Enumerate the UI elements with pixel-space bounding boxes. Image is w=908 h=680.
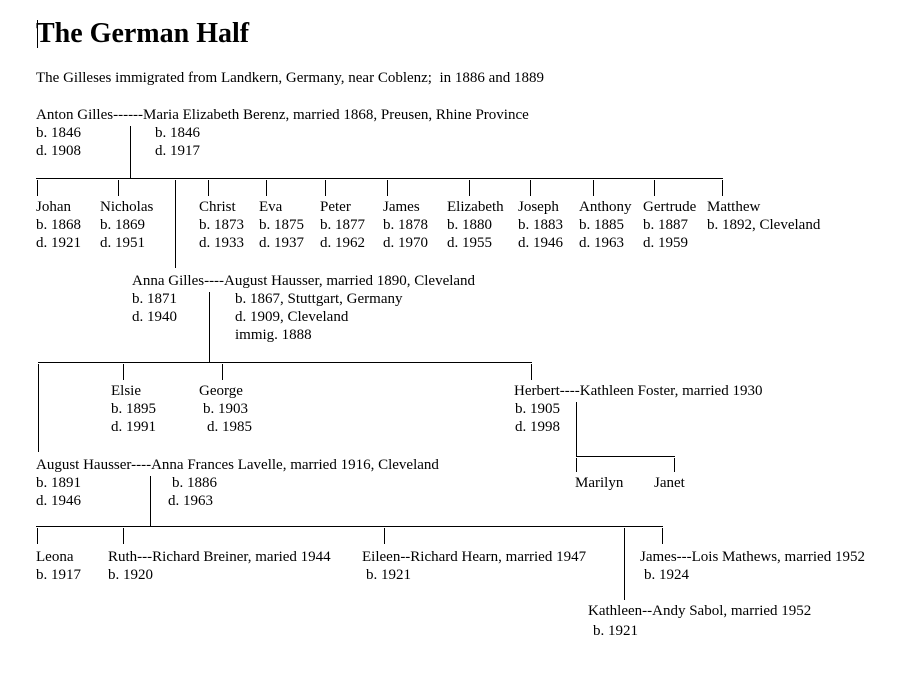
drop-kathleen bbox=[624, 528, 625, 600]
herbert-couple: Herbert----Kathleen Foster, married 1930 bbox=[514, 383, 763, 399]
gen2-child-name: Matthew bbox=[707, 199, 761, 215]
gen2-child-birth: b. 1875 bbox=[259, 217, 304, 233]
leona-birth: b. 1917 bbox=[36, 567, 81, 583]
drop-james-4 bbox=[662, 528, 663, 544]
gen2-child-birth: b. 1878 bbox=[383, 217, 428, 233]
drop-anthony bbox=[593, 180, 594, 196]
eileen-birth: b. 1921 bbox=[366, 567, 411, 583]
drop-herbert bbox=[531, 364, 532, 380]
gen2-child-name: Gertrude bbox=[643, 199, 697, 215]
drop-george bbox=[222, 364, 223, 380]
drop-ruth bbox=[123, 528, 124, 544]
gen2-child-name: Joseph bbox=[518, 199, 559, 215]
herbert-birth: b. 1905 bbox=[515, 401, 560, 417]
herbert-descent-line bbox=[576, 402, 577, 456]
gen3-couple: August Hausser----Anna Frances Lavelle, married 1916, Cleveland bbox=[36, 457, 439, 473]
gen3-husband-birth: b. 1891 bbox=[36, 475, 81, 491]
kathleen-couple: Kathleen--Andy Sabol, married 1952 bbox=[588, 603, 812, 619]
james-4-couple: James---Lois Mathews, married 1952 bbox=[640, 549, 865, 565]
gen2-child-death: d. 1946 bbox=[518, 235, 563, 251]
gen2-child-death: d. 1962 bbox=[320, 235, 365, 251]
gen3-husband-death: d. 1946 bbox=[36, 493, 81, 509]
gen2-wife-birth: b. 1871 bbox=[132, 291, 177, 307]
drop-marilyn bbox=[576, 458, 577, 472]
drop-nicholas bbox=[118, 180, 119, 196]
drop-janet bbox=[674, 458, 675, 472]
janet-name: Janet bbox=[654, 475, 685, 491]
gen3-sibling-bar bbox=[36, 526, 663, 527]
gen2-couple: Anna Gilles----August Hausser, married 1890, Cleveland bbox=[132, 273, 476, 289]
gen2-husband-immig: immig. 1888 bbox=[235, 327, 312, 343]
drop-elsie bbox=[123, 364, 124, 380]
gen2-child-name: Elizabeth bbox=[447, 199, 504, 215]
gen1-couple: Anton Gilles------Maria Elizabeth Berenz, married 1868, Preusen, Rhine Province bbox=[36, 107, 529, 123]
gen2-husband-birth: b. 1867, Stuttgart, Germany bbox=[235, 291, 403, 307]
george-birth: b. 1903 bbox=[203, 401, 248, 417]
gen2-child-death: d. 1951 bbox=[100, 235, 145, 251]
drop-leona bbox=[37, 528, 38, 544]
gen2-child-death: d. 1963 bbox=[579, 235, 624, 251]
gen2-child-birth: b. 1868 bbox=[36, 217, 81, 233]
gen2-sibling-bar bbox=[38, 362, 532, 363]
drop-matthew bbox=[722, 180, 723, 196]
gen2-child-birth: b. 1869 bbox=[100, 217, 145, 233]
gen2-child-death: d. 1921 bbox=[36, 235, 81, 251]
george-death: d. 1985 bbox=[207, 419, 252, 435]
gen2-child-death: d. 1959 bbox=[643, 235, 688, 251]
herbert-sibling-bar bbox=[576, 456, 675, 457]
herbert-death: d. 1998 bbox=[515, 419, 560, 435]
gen2-descent-line bbox=[209, 292, 210, 362]
gen2-child-name: Peter bbox=[320, 199, 351, 215]
kathleen-birth: b. 1921 bbox=[593, 623, 638, 639]
ruth-birth: b. 1920 bbox=[108, 567, 153, 583]
gen2-child-birth: b. 1873 bbox=[199, 217, 244, 233]
gen1-descent-line bbox=[130, 126, 131, 178]
gen1-husband-birth: b. 1846 bbox=[36, 125, 81, 141]
gen2-child-death: d. 1933 bbox=[199, 235, 244, 251]
gen2-child-birth: b. 1880 bbox=[447, 217, 492, 233]
gen2-wife-death: d. 1940 bbox=[132, 309, 177, 325]
gen2-child-name: James bbox=[383, 199, 420, 215]
gen2-child-birth: b. 1877 bbox=[320, 217, 365, 233]
marilyn-name: Marilyn bbox=[575, 475, 624, 491]
drop-joseph bbox=[530, 180, 531, 196]
gen2-child-birth: b. 1885 bbox=[579, 217, 624, 233]
drop-johan bbox=[37, 180, 38, 196]
gen2-child-birth: b. 1892, Cleveland bbox=[707, 217, 821, 233]
gen3-descent-line bbox=[150, 476, 151, 526]
ruth-couple: Ruth---Richard Breiner, maried 1944 bbox=[108, 549, 331, 565]
elsie-name: Elsie bbox=[111, 383, 141, 399]
drop-james bbox=[387, 180, 388, 196]
gen2-child-birth: b. 1883 bbox=[518, 217, 563, 233]
intro-text: The Gilleses immigrated from Landkern, Germany, near Coblenz; in 1886 and 1889 bbox=[36, 70, 545, 86]
leona-name: Leona bbox=[36, 549, 74, 565]
drop-august bbox=[38, 364, 39, 452]
gen2-child-name: Johan bbox=[36, 199, 71, 215]
drop-anna bbox=[175, 180, 176, 268]
gen2-child-name: Eva bbox=[259, 199, 283, 215]
gen2-child-name: Christ bbox=[199, 199, 236, 215]
gen2-child-death: d. 1970 bbox=[383, 235, 428, 251]
gen2-child-name: Anthony bbox=[579, 199, 632, 215]
drop-gertrude bbox=[654, 180, 655, 196]
gen1-husband-death: d. 1908 bbox=[36, 143, 81, 159]
gen1-wife-death: d. 1917 bbox=[155, 143, 200, 159]
gen2-child-name: Nicholas bbox=[100, 199, 154, 215]
page-title: The German Half bbox=[36, 18, 250, 49]
gen1-wife-birth: b. 1846 bbox=[155, 125, 200, 141]
drop-eva bbox=[266, 180, 267, 196]
drop-christ bbox=[208, 180, 209, 196]
gen2-child-birth: b. 1887 bbox=[643, 217, 688, 233]
elsie-birth: b. 1895 bbox=[111, 401, 156, 417]
gen3-wife-death: d. 1963 bbox=[168, 493, 213, 509]
drop-elizabeth bbox=[469, 180, 470, 196]
gen3-wife-birth: b. 1886 bbox=[172, 475, 217, 491]
eileen-couple: Eileen--Richard Hearn, married 1947 bbox=[362, 549, 587, 565]
drop-peter bbox=[325, 180, 326, 196]
gen2-child-death: d. 1955 bbox=[447, 235, 492, 251]
elsie-death: d. 1991 bbox=[111, 419, 156, 435]
gen2-child-death: d. 1937 bbox=[259, 235, 304, 251]
james-4-birth: b. 1924 bbox=[644, 567, 689, 583]
gen1-sibling-bar bbox=[36, 178, 723, 179]
gen2-husband-death: d. 1909, Cleveland bbox=[235, 309, 349, 325]
drop-eileen bbox=[384, 528, 385, 544]
george-name: George bbox=[199, 383, 243, 399]
